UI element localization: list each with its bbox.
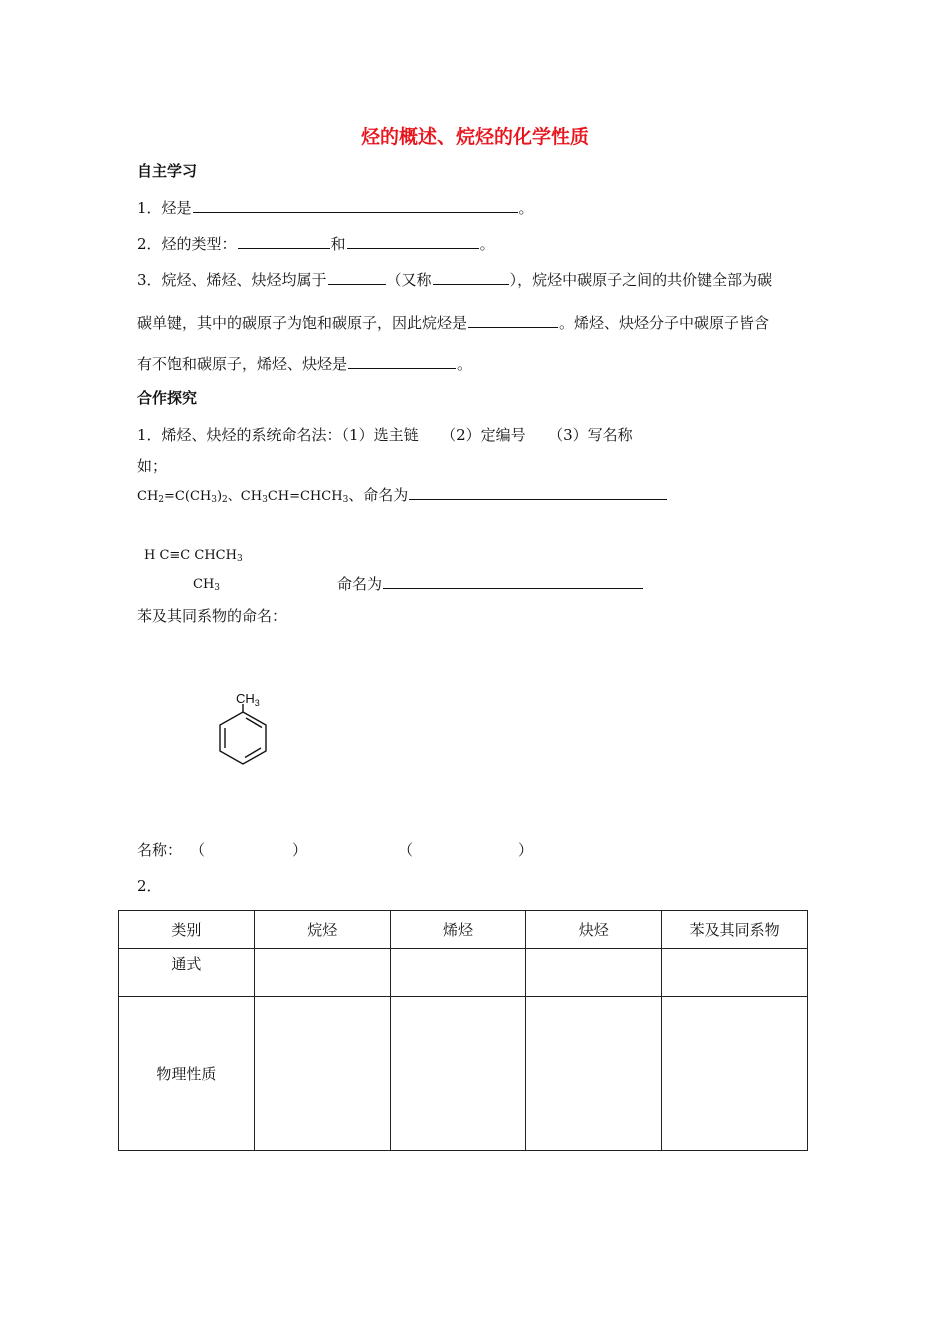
q3-answer-blank-1[interactable]: [328, 283, 386, 285]
hydrocarbon-properties-table: [118, 910, 808, 1151]
q2-suffix: 。: [479, 235, 495, 253]
table-cell[interactable]: [254, 949, 390, 997]
q3-answer-blank-4[interactable]: [348, 367, 456, 369]
benzene-naming-label: 苯及其同系物的命名：: [137, 607, 288, 625]
toluene-structure: [200, 690, 290, 790]
page-title: 烃的概述、烷烃的化学性质: [360, 126, 589, 148]
table-header-cell: 苯及其同系物: [662, 911, 808, 949]
question-2: [137, 237, 495, 252]
q3-text-d: 碳单键，其中的碳原子为饱和碳原子，因此烷烃是: [137, 314, 468, 332]
q3-text-a: 3．烷烃、烯烃、炔烃均属于: [137, 271, 327, 289]
table-cell[interactable]: [662, 949, 808, 997]
f2-name-label: 命名为: [337, 575, 383, 593]
q1-prefix: 1．烃是: [137, 199, 192, 217]
table-header-cell: 烯烃: [390, 911, 526, 949]
question-3-line-2: [137, 316, 769, 331]
name-paren-close-1: ）: [292, 841, 308, 859]
table-row: [119, 997, 808, 1151]
q3-text-c: ），烷烃中碳原子之间的共价键全部为碳: [509, 271, 773, 289]
naming-rules-question: 1．烯烃、炔烃的系统命名法：（1）选主链 （2）定编号 （3）写名称: [137, 426, 633, 444]
q2-answer-blank-2[interactable]: [347, 247, 479, 249]
f1-e: CH=CHCH: [267, 489, 343, 504]
q2-prefix: 2．烃的类型：: [137, 235, 237, 253]
formula-1-name-blank[interactable]: [409, 498, 667, 500]
q3-answer-blank-3[interactable]: [468, 326, 558, 328]
name-paren-open-1: （: [190, 841, 206, 859]
q3-answer-blank-2[interactable]: [433, 283, 509, 285]
table-cell[interactable]: [254, 997, 390, 1151]
name-paren-open-2: （: [398, 841, 414, 859]
question-3-line-3: [137, 357, 472, 372]
q3-text-g: 。: [457, 355, 473, 373]
formula-line-1: [137, 488, 668, 503]
f2-main: H C≡C CHCH: [144, 548, 237, 563]
row-label-general-formula: 通式: [119, 949, 255, 997]
f2-branch: CH: [193, 577, 215, 592]
table-row: [119, 949, 808, 997]
row-label-physical-properties: 物理性质: [119, 997, 255, 1151]
f1-sub4: 3: [262, 495, 268, 505]
f2-main-sub: 3: [236, 554, 243, 564]
formula-2-name: [337, 577, 644, 592]
table-cell[interactable]: [662, 997, 808, 1151]
section-heading-cooperative-study: 合作探究: [137, 389, 198, 407]
table-header-cell: 炔烃: [526, 911, 662, 949]
table-header-row: [119, 911, 808, 949]
methyl-label: $CH_3$: [236, 691, 260, 708]
table-cell[interactable]: [390, 949, 526, 997]
example-label: 如；: [137, 457, 168, 475]
q3-text-e: 。烯烃、炔烃分子中碳原子皆含: [559, 314, 770, 332]
table-header-cell: 烷烃: [254, 911, 390, 949]
f2-branch-sub: 3: [214, 583, 221, 593]
f1-d: 、CH: [227, 489, 263, 504]
f1-b: =C(CH: [164, 489, 212, 504]
q2-mid: 和: [330, 235, 346, 253]
f1-sub5: 3: [342, 495, 349, 505]
formula-2-name-blank[interactable]: [383, 587, 643, 589]
f1-f: 、命名为: [348, 486, 409, 504]
q3-text-f: 有不饱和碳原子，烯烃、炔烃是: [137, 355, 348, 373]
f1-sub2: 3: [211, 495, 217, 505]
question-2-label: 2．: [137, 877, 162, 895]
question-1: [137, 201, 534, 216]
question-3-line-1: [137, 273, 772, 288]
q2-answer-blank-1[interactable]: [238, 247, 330, 249]
table-header-cell: 类别: [119, 911, 255, 949]
benzene-ring: [220, 704, 266, 764]
f1-a: CH: [137, 489, 159, 504]
name-paren-close-2: ）: [518, 841, 534, 859]
q3-text-b: （又称: [386, 271, 432, 289]
table-cell[interactable]: [390, 997, 526, 1151]
f1-c: ): [216, 489, 223, 504]
name-label: 名称：: [137, 841, 183, 859]
formula-2-branch: [193, 578, 220, 591]
f1-sub3: 2: [222, 495, 228, 505]
f1-sub1: 2: [158, 495, 165, 505]
q1-suffix: 。: [518, 199, 534, 217]
table-cell[interactable]: [526, 949, 662, 997]
section-heading-self-study: 自主学习: [137, 162, 198, 180]
table-cell[interactable]: [526, 997, 662, 1151]
q1-answer-blank[interactable]: [193, 211, 518, 213]
formula-2-main-chain: [144, 549, 243, 562]
